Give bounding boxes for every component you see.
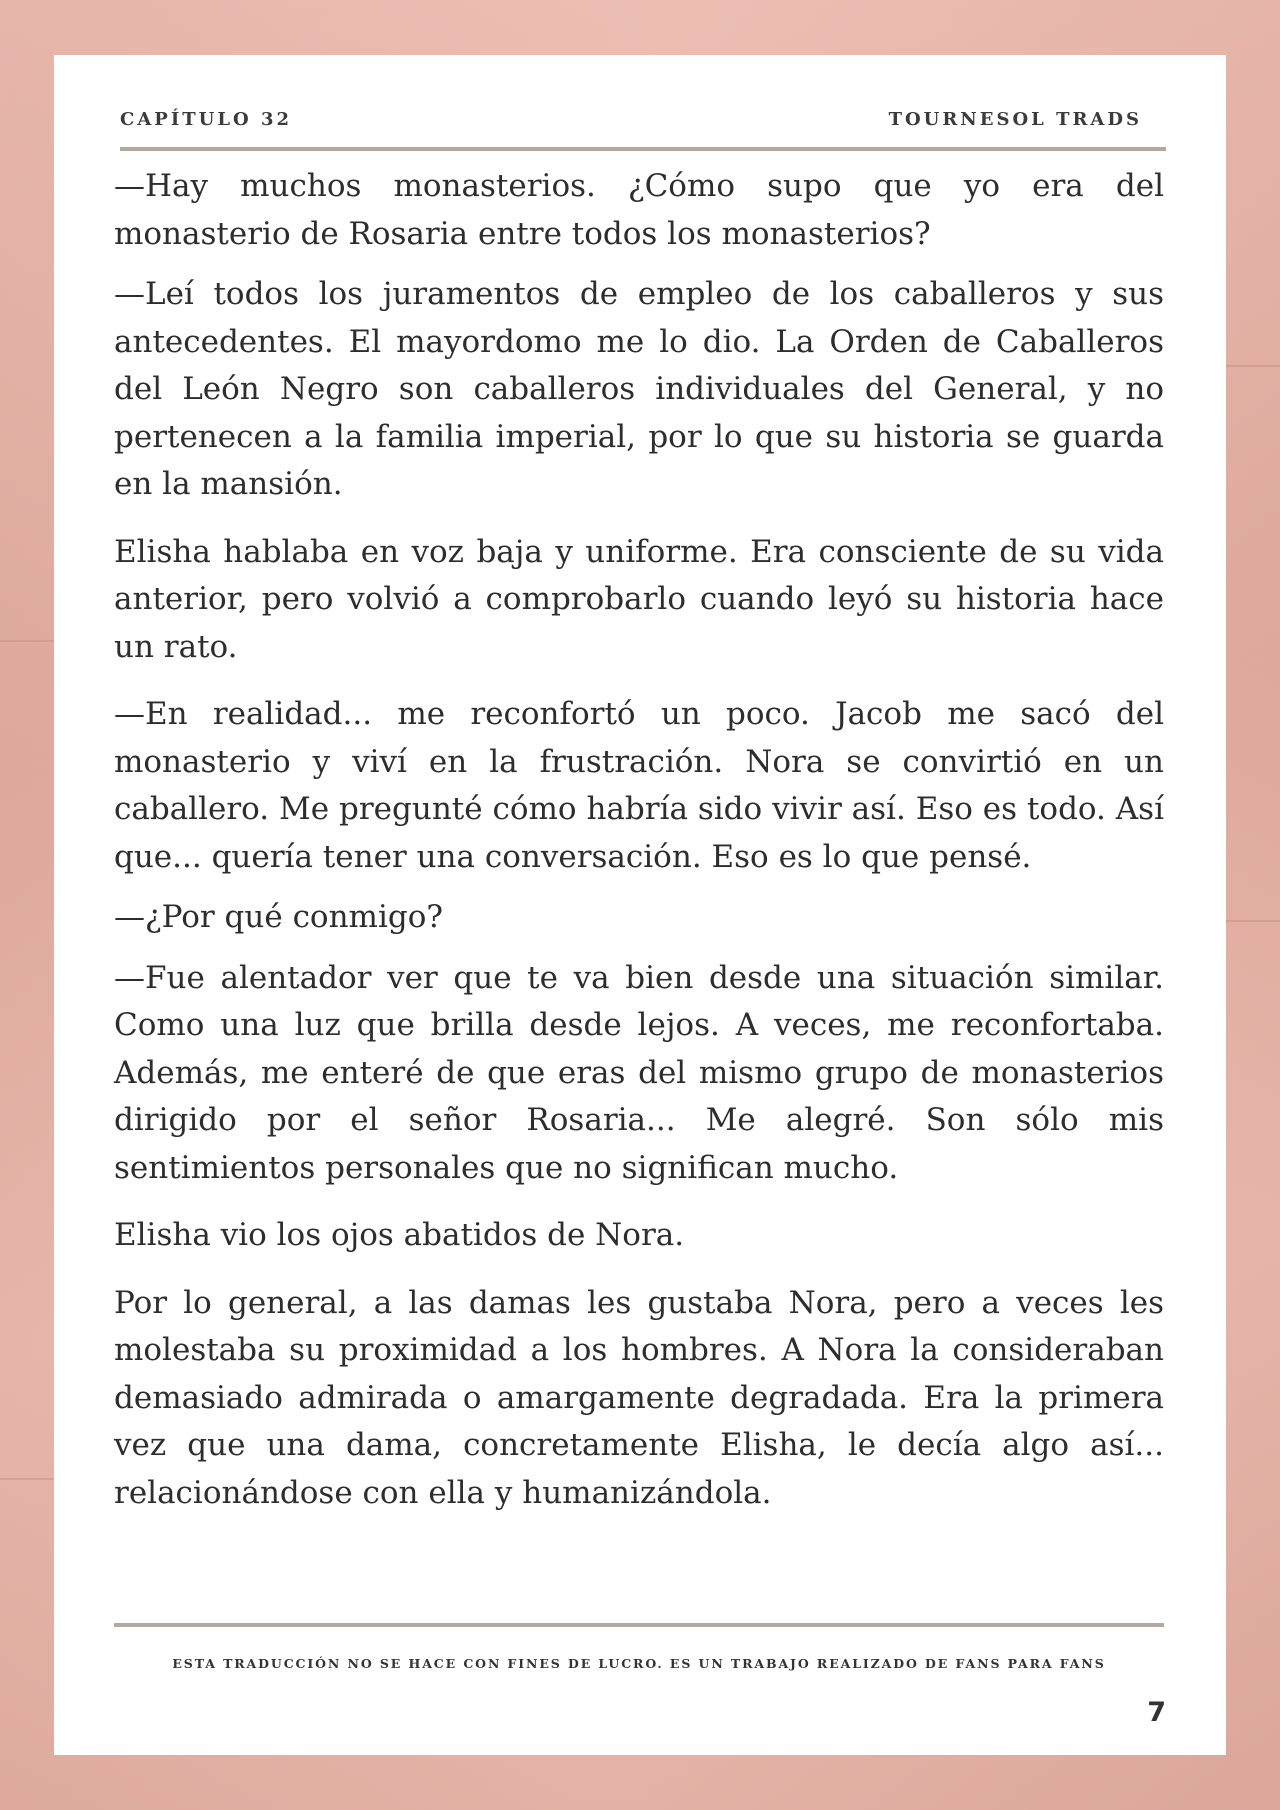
chapter-body bbox=[114, 163, 1164, 1537]
paragraph: —Leí todos los juramentos de empleo de los caballeros y sus antecedentes. El mayordomo me lo dio. La Orden de Caballeros del León Negro son caballeros individuales del General, y no pertenecen a la familia imperial, por lo que su historia se guarda en la mansión. bbox=[114, 276, 1164, 502]
footer-disclaimer: ESTA TRADUCCIÓN NO SE HACE CON FINES DE LUCRO. ES UN TRABAJO REALIZADO DE FANS PARA FANS bbox=[172, 1656, 1106, 1671]
translator-group-name: TOURNESOL TRADS bbox=[888, 109, 1142, 130]
paragraph: Elisha vio los ojos abatidos de Nora. bbox=[114, 1217, 685, 1253]
paragraph: Por lo general, a las damas les gustaba Nora, pero a veces les molestaba su proximidad a los hombres. A Nora la consideraban demasiado admirada o amargamente degradada. Era la primera vez que una dama, concretamente Elisha, le decía algo así... relacionándose con ella y humanizándola. bbox=[114, 1284, 1164, 1511]
paragraph: Elisha hablaba en voz baja y uniforme. Era consciente de su vida anterior, pero volvió a comprobarlo cuando leyó su historia hace un rato. bbox=[114, 533, 1164, 665]
paper-crease bbox=[0, 1478, 54, 1480]
page-card bbox=[54, 55, 1226, 1755]
paragraph: —Fue alentador ver que te va bien desde una situación similar. Como una luz que brilla desde lejos. A veces, me reconfortaba. Además, me enteré de que eras del mismo grupo de monasterios dirigido por el señor Rosaria... Me alegré. Son sólo mis sentimientos personales que no significan mucho. bbox=[114, 959, 1164, 1186]
footer-rule bbox=[114, 1623, 1164, 1627]
paragraph: —Hay muchos monasterios. ¿Cómo supo que yo era del monasterio de Rosaria entre todos los monasterios? bbox=[114, 168, 1164, 252]
paper-crease bbox=[1226, 920, 1280, 922]
paragraph: —En realidad... me reconfortó un poco. Jacob me sacó del monasterio y viví en la frustración. Nora se convirtió en un caballero. Me pregunté cómo habría sido vivir así. Eso es todo. Así que... quería tener una conversación. Eso es lo que pensé. bbox=[114, 696, 1164, 875]
page-number: 7 bbox=[1147, 1697, 1166, 1728]
chapter-heading: CAPÍTULO 32 bbox=[120, 109, 292, 130]
paper-crease bbox=[1226, 365, 1280, 367]
paragraph: —¿Por qué conmigo? bbox=[114, 899, 443, 935]
paper-crease bbox=[0, 640, 54, 642]
